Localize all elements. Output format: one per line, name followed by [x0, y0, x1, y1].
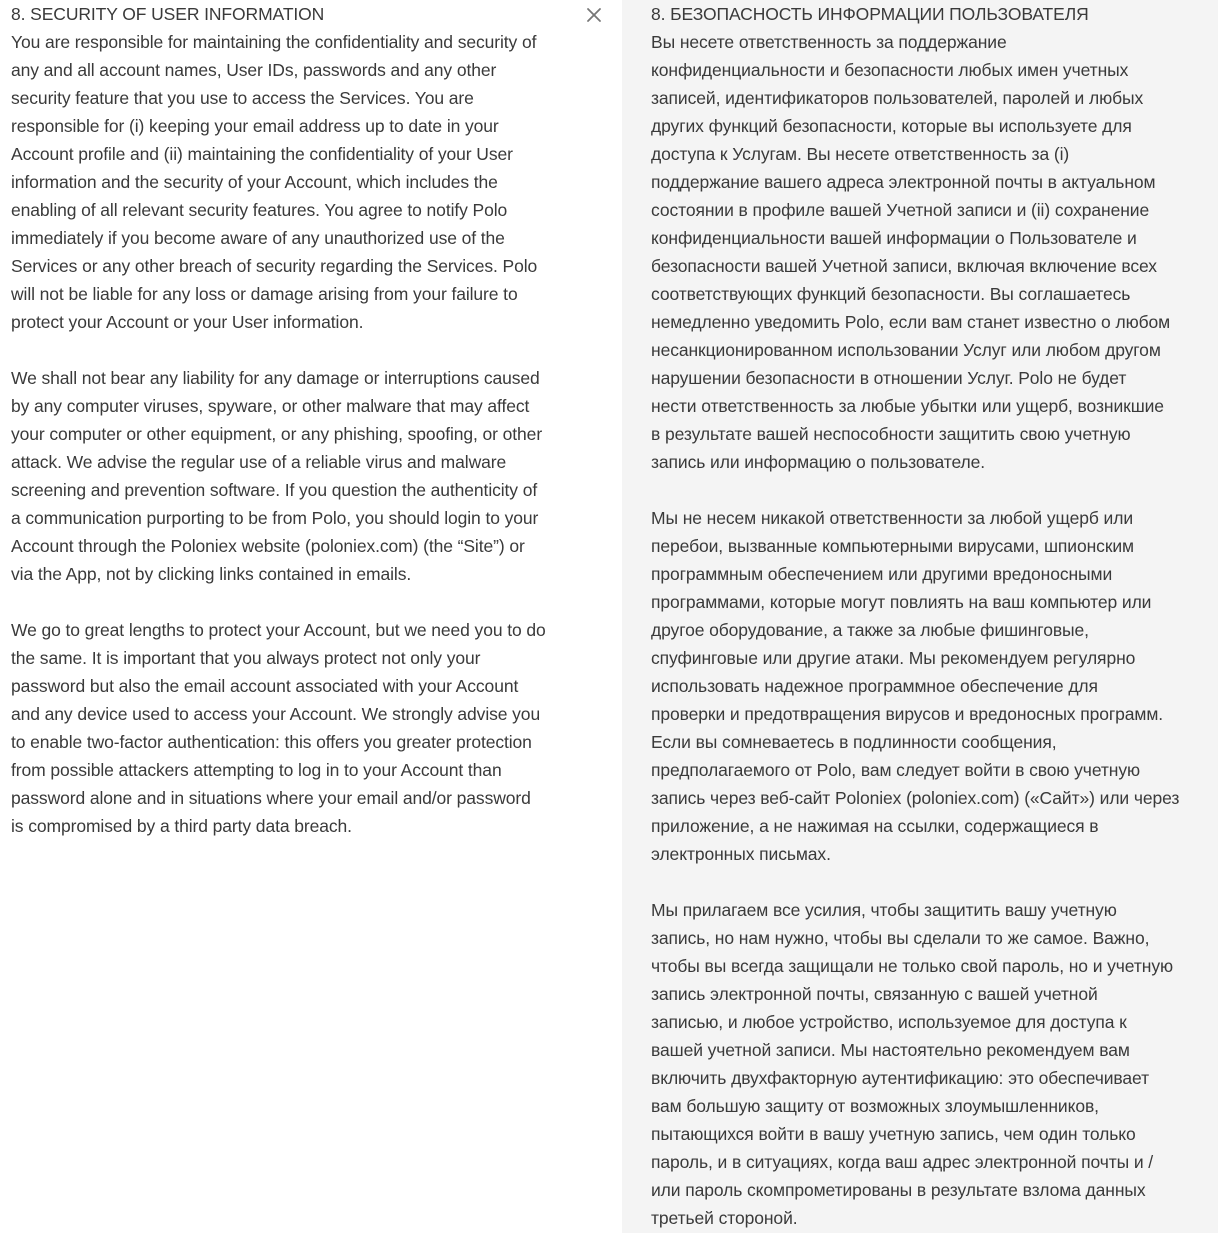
text-line: несанкционированном использовании Услуг или любом другом	[651, 340, 1161, 360]
text-line: запись электронной почты, связанную с вашей учетной	[651, 984, 1098, 1004]
text-line: третьей стороной.	[651, 1208, 798, 1228]
paragraph-english-3	[11, 616, 622, 840]
text-line: приложение, а не нажимая на ссылки, содержащиеся в	[651, 816, 1099, 836]
paragraph-russian-3	[651, 896, 1218, 1232]
text-line: перебои, вызванные компьютерными вирусами, шпионским	[651, 536, 1134, 556]
text-line: by any computer viruses, spyware, or other malware that may affect	[11, 396, 530, 416]
text-line: включить двухфакторную аутентификацию: это обеспечивает	[651, 1068, 1149, 1088]
text-line: password alone and in situations where your email and/or password	[11, 788, 531, 808]
text-line: protect your Account or your User information.	[11, 312, 364, 332]
paragraph-gap	[11, 336, 622, 364]
text-line: конфиденциальности и безопасности любых имен учетных	[651, 60, 1129, 80]
text-line: программным обеспечением или другими вредоносными	[651, 564, 1113, 584]
text-line: to enable two-factor authentication: this offers you greater protection	[11, 732, 532, 752]
text-line: нарушении безопасности в отношении Услуг. Polo не будет	[651, 368, 1127, 388]
text-line: Вы несете ответственность за поддержание	[651, 32, 1007, 52]
text-line: спуфинговые или другие атаки. Мы рекомендуем регулярно	[651, 648, 1136, 668]
text-line: immediately if you become aware of any unauthorized use of the	[11, 228, 505, 248]
text-line: электронных письмах.	[651, 844, 831, 864]
paragraph-russian-1	[651, 28, 1218, 476]
text-line: via the App, not by clicking links contained in emails.	[11, 564, 412, 584]
text-line: a communication purporting to be from Polo, you should login to your	[11, 508, 539, 528]
paragraph-gap	[651, 476, 1218, 504]
text-line: any and all account names, User IDs, passwords and any other	[11, 60, 497, 80]
text-line: пароль, и в ситуациях, когда ваш адрес электронной почты и /	[651, 1152, 1154, 1172]
text-line: состоянии в профиле вашей Учетной записи и (ii) сохранение	[651, 200, 1150, 220]
text-line: пытающихся войти в вашу учетную запись, чем один только	[651, 1124, 1136, 1144]
text-line: information and the security of your Account, which includes the	[11, 172, 498, 192]
text-line: Если вы сомневаетесь в подлинности сообщения,	[651, 732, 1057, 752]
text-line: your computer or other equipment, or any phishing, spoofing, or other	[11, 424, 543, 444]
text-line: is compromised by a third party data breach.	[11, 816, 352, 836]
text-line: соответствующих функций безопасности. Вы соглашаетесь	[651, 284, 1131, 304]
text-line: запись или информацию о пользователе.	[651, 452, 986, 472]
paragraph-gap	[651, 868, 1218, 896]
text-line: вашей учетной записи. Мы настоятельно рекомендуем вам	[651, 1040, 1130, 1060]
text-line: другое оборудование, а также за любые фишинговые,	[651, 620, 1089, 640]
text-line: We shall not bear any liability for any damage or interruptions caused	[11, 368, 540, 388]
text-line: Services or any other breach of security regarding the Services. Polo	[11, 256, 538, 276]
text-line: безопасности вашей Учетной записи, включая включение всех	[651, 256, 1157, 276]
text-line: других функций безопасности, которые вы используете для	[651, 116, 1132, 136]
paragraph-russian-2	[651, 504, 1218, 868]
text-line: поддержание вашего адреса электронной почты в актуальном	[651, 172, 1156, 192]
text-line: нести ответственность за любые убытки или ущерб, возникшие	[651, 396, 1164, 416]
text-line: проверки и предотвращения вирусов и вредоносных программ.	[651, 704, 1164, 724]
text-line: запись через веб-сайт Poloniex (poloniex.com) («Сайт») или через	[651, 788, 1180, 808]
text-line: или пароль скомпрометированы в результате взлома данных	[651, 1180, 1146, 1200]
text-line: You are responsible for maintaining the confidentiality and security of	[11, 32, 537, 52]
close-button[interactable]	[583, 4, 605, 26]
russian-translation-pane	[622, 0, 1218, 1233]
section-heading-english: 8. SECURITY OF USER INFORMATION	[11, 4, 325, 24]
text-line: will not be liable for any loss or damage arising from your failure to	[11, 284, 518, 304]
text-line: the same. It is important that you always protect not only your	[11, 648, 481, 668]
close-icon	[586, 7, 602, 23]
text-line: в результате вашей неспособности защитить свою учетную	[651, 424, 1131, 444]
text-line: записей, идентификаторов пользователей, паролей и любых	[651, 88, 1144, 108]
text-line: responsible for (i) keeping your email address up to date in your	[11, 116, 499, 136]
text-line: программами, которые могут повлиять на ваш компьютер или	[651, 592, 1152, 612]
text-line: password but also the email account associated with your Account	[11, 676, 519, 696]
text-line: and any device used to access your Account. We strongly advise you	[11, 704, 541, 724]
paragraph-english-1	[11, 28, 622, 336]
text-line: We go to great lengths to protect your Account, but we need you to do	[11, 620, 546, 640]
text-line: screening and prevention software. If you question the authenticity of	[11, 480, 538, 500]
text-line: from possible attackers attempting to log in to your Account than	[11, 760, 502, 780]
paragraph-english-2	[11, 364, 622, 588]
text-line: Account profile and (ii) maintaining the confidentiality of your User	[11, 144, 513, 164]
text-line: конфиденциальности вашей информации о Пользователе и	[651, 228, 1137, 248]
section-heading-russian: 8. БЕЗОПАСНОСТЬ ИНФОРМАЦИИ ПОЛЬЗОВАТЕЛЯ	[651, 4, 1089, 24]
text-line: attack. We advise the regular use of a reliable virus and malware	[11, 452, 507, 472]
text-line: вам большую защиту от возможных злоумышленников,	[651, 1096, 1099, 1116]
text-line: Мы прилагаем все усилия, чтобы защитить вашу учетную	[651, 900, 1117, 920]
text-line: запись, но нам нужно, чтобы вы сделали то же самое. Важно,	[651, 928, 1150, 948]
text-line: Account through the Poloniex website (poloniex.com) (the “Site”) or	[11, 536, 525, 556]
text-line: записью, и любое устройство, используемое для доступа к	[651, 1012, 1127, 1032]
text-line: предполагаемого от Polo, вам следует войти в свою учетную	[651, 760, 1141, 780]
text-line: чтобы вы всегда защищали не только свой пароль, но и учетную	[651, 956, 1173, 976]
text-line: Мы не несем никакой ответственности за любой ущерб или	[651, 508, 1133, 528]
text-line: security feature that you use to access the Services. You are	[11, 88, 474, 108]
text-line: использовать надежное программное обеспечение для	[651, 676, 1098, 696]
text-line: немедленно уведомить Polo, если вам станет известно о любом	[651, 312, 1171, 332]
paragraph-gap	[11, 588, 622, 616]
text-line: доступа к Услугам. Вы несете ответственность за (i)	[651, 144, 1070, 164]
text-line: enabling of all relevant security features. You agree to notify Polo	[11, 200, 508, 220]
